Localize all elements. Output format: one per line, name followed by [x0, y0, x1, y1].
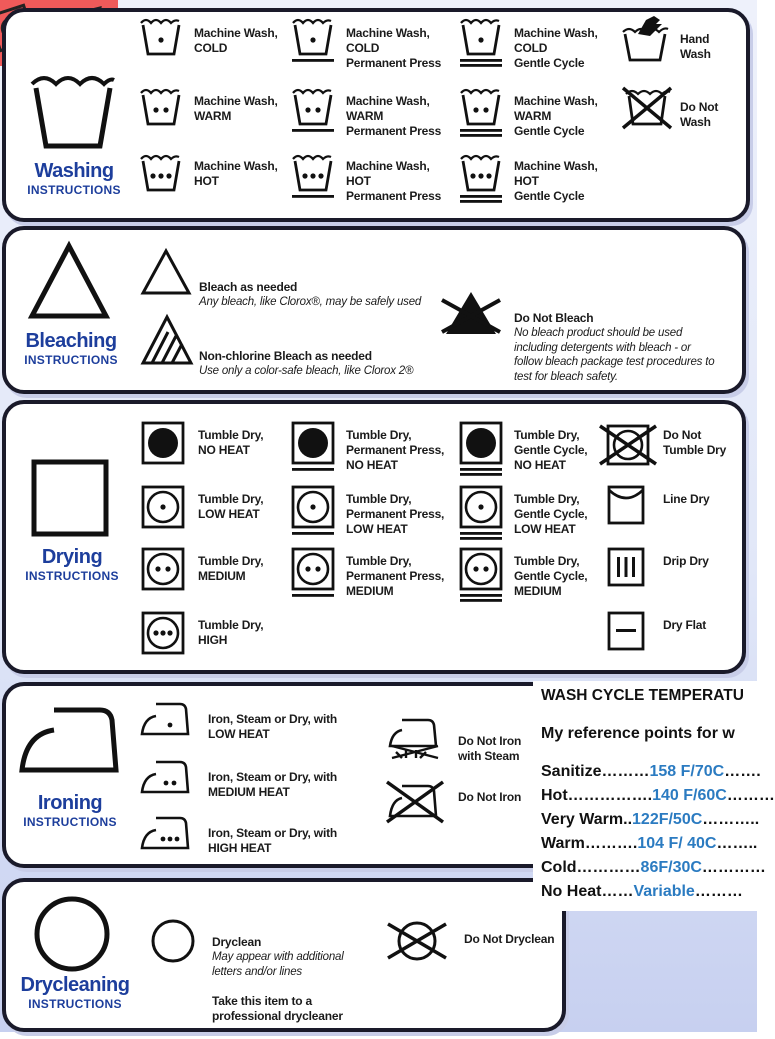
- ironing-subtitle: INSTRUCTIONS: [23, 815, 117, 829]
- ironing-label-4: Do Not Iron: [458, 790, 522, 804]
- drip-dry-icon: [606, 546, 646, 588]
- washing-label-2: Machine Wash, COLD Gentle Cycle: [514, 26, 598, 70]
- temperature-name: Cold…………: [541, 859, 641, 876]
- washing-label-4: Machine Wash, WARM: [194, 94, 278, 123]
- temperature-dots: ………..: [702, 811, 760, 828]
- washing-title-text: Washing: [34, 160, 114, 182]
- do-not-dryclean-label: Do Not Dryclean: [464, 932, 555, 946]
- temperature-dots: ………: [694, 883, 743, 900]
- drying-label-7: Line Dry: [663, 492, 710, 506]
- bleach-as-needed-label: [199, 265, 439, 325]
- machine-wash-icon-0-0: [138, 14, 184, 72]
- bleach-as-needed-title: Bleach as needed: [199, 280, 298, 294]
- washing-label-9: Machine Wash, HOT Permanent Press: [346, 159, 442, 203]
- temperature-dots: ………: [726, 787, 775, 804]
- washtub-icon: [28, 70, 118, 150]
- machine-wash-icon-0-1: [290, 14, 336, 72]
- do-not-bleach-label: [514, 296, 744, 399]
- drying-title-text: Drying: [41, 546, 103, 568]
- machine-wash-icon-2-2: [458, 150, 504, 208]
- tumble-dry-icon-3-0: [140, 610, 186, 670]
- temperature-row: [541, 859, 766, 877]
- temperature-subheading: My reference points for w: [541, 725, 735, 742]
- ironing-title: [14, 792, 126, 830]
- non-chlorine-bleach-label: [199, 334, 459, 394]
- drying-label-13: Dry Flat: [663, 618, 707, 632]
- do-not-iron-icon: [384, 778, 446, 826]
- temperature-dots: ……..: [716, 835, 758, 852]
- washing-label-5: Machine Wash, WARM Permanent Press: [346, 94, 442, 138]
- washing-label-6: Machine Wash, WARM Gentle Cycle: [514, 94, 598, 138]
- washing-subtitle: INSTRUCTIONS: [27, 183, 121, 197]
- temperature-value: 158 F/70C: [649, 763, 725, 780]
- drycleaning-panel: [2, 878, 566, 1032]
- bleaching-panel: [2, 226, 746, 394]
- temperature-row: [541, 787, 775, 805]
- dryclean-icon: [150, 918, 196, 964]
- temperature-heading: WASH CYCLE TEMPERATU: [541, 687, 744, 704]
- washing-label-7: Do Not Wash: [680, 100, 719, 129]
- bleach-triangle-icon: [28, 242, 110, 320]
- drying-label-9: Tumble Dry, Permanent Press, MEDIUM: [346, 554, 445, 598]
- temperature-value: 104 F/ 40C: [637, 835, 717, 852]
- drycleaning-subtitle: INSTRUCTIONS: [28, 997, 122, 1011]
- bleach-as-needed-desc: Any bleach, like Clorox®, may be safely used: [199, 296, 422, 308]
- do-not-iron-steam-icon: [384, 716, 446, 760]
- bleach-as-needed-icon: [140, 248, 192, 296]
- drying-label-12: Tumble Dry, HIGH: [198, 618, 264, 647]
- drying-label-8: Tumble Dry, MEDIUM: [198, 554, 264, 583]
- temperature-value: Variable: [633, 883, 695, 900]
- washing-label-10: Machine Wash, HOT Gentle Cycle: [514, 159, 598, 203]
- wash-temperature-table: [533, 681, 775, 911]
- drying-subtitle: INSTRUCTIONS: [25, 569, 119, 583]
- tumble-dry-icon-2-0: [140, 546, 186, 606]
- temperature-name: Warm……….: [541, 835, 638, 852]
- dry-flat-icon: [606, 610, 646, 652]
- machine-wash-icon-1-2: [458, 84, 504, 142]
- drying-square-icon: [30, 458, 110, 538]
- do-not-dryclean-icon: [384, 918, 450, 964]
- do-not-tumble-dry-icon: [598, 422, 660, 468]
- temperature-name: Very Warm..: [541, 811, 633, 828]
- temperature-value: 122F/50C: [632, 811, 703, 828]
- ironing-title-text: Ironing: [37, 792, 103, 814]
- temperature-row: [541, 811, 759, 829]
- temperature-name: Sanitize………: [541, 763, 650, 780]
- do-not-bleach-icon: [438, 284, 504, 340]
- ironing-label-3: Do Not Iron with Steam: [458, 734, 522, 763]
- tumble-dry-icon-0-1: [290, 420, 336, 480]
- tumble-dry-icon-1-0: [140, 484, 186, 544]
- do-not-bleach-title: Do Not Bleach: [514, 311, 594, 325]
- drycleaning-title-text: Drycleaning: [20, 974, 130, 996]
- ironing-label-2: Iron, Steam or Dry, with HIGH HEAT: [208, 826, 337, 855]
- non-chlorine-bleach-desc: Use only a color-safe bleach, like Clorox 2®: [199, 365, 414, 377]
- drying-title: [16, 546, 128, 584]
- dryclean-label: [212, 920, 382, 1039]
- tumble-dry-icon-2-2: [458, 546, 504, 606]
- drycleaning-title: [10, 974, 140, 1012]
- drying-label-0: Tumble Dry, NO HEAT: [198, 428, 264, 457]
- drying-label-4: Tumble Dry, LOW HEAT: [198, 492, 264, 521]
- machine-wash-icon-2-0: [138, 150, 184, 208]
- drycleaning-circle-icon: [32, 894, 112, 974]
- temperature-value: 140 F/60C: [652, 787, 727, 804]
- machine-wash-icon-1-0: [138, 84, 184, 142]
- drying-label-1: Tumble Dry, Permanent Press, NO HEAT: [346, 428, 445, 472]
- washing-title: [18, 160, 130, 198]
- tumble-dry-icon-0-2: [458, 420, 504, 480]
- washing-label-0: Machine Wash, COLD: [194, 26, 278, 55]
- non-chlorine-bleach-icon: [140, 314, 194, 366]
- dryclean-desc: May appear with additional letters and/or lines: [212, 951, 344, 978]
- temperature-row: [541, 835, 757, 853]
- temperature-name: No Heat……: [541, 883, 634, 900]
- tumble-dry-icon-1-1: [290, 484, 336, 544]
- iron-heat-icon-1: [140, 700, 192, 738]
- washing-label-3: Hand Wash: [680, 32, 711, 61]
- drying-label-5: Tumble Dry, Permanent Press, LOW HEAT: [346, 492, 445, 536]
- tumble-dry-icon-2-1: [290, 546, 336, 606]
- non-chlorine-bleach-title: Non-chlorine Bleach as needed: [199, 349, 372, 363]
- drying-label-3: Do Not Tumble Dry: [663, 428, 727, 457]
- drying-label-10: Tumble Dry, Gentle Cycle, MEDIUM: [514, 554, 588, 598]
- ironing-label-1: Iron, Steam or Dry, with MEDIUM HEAT: [208, 770, 337, 799]
- temperature-row: [541, 763, 761, 781]
- do-not-bleach-desc: No bleach product should be used including detergents with bleach - or follow bleach package test procedures to test for bleach safety.: [514, 327, 715, 383]
- machine-wash-icon-2-1: [290, 150, 336, 208]
- tumble-dry-icon-1-2: [458, 484, 504, 544]
- temperature-dots: …….: [724, 763, 761, 780]
- drying-label-6: Tumble Dry, Gentle Cycle, LOW HEAT: [514, 492, 588, 536]
- bleaching-subtitle: INSTRUCTIONS: [24, 353, 118, 367]
- dryclean-title: Dryclean: [212, 935, 262, 949]
- washing-label-8: Machine Wash, HOT: [194, 159, 278, 188]
- washing-label-1: Machine Wash, COLD Permanent Press: [346, 26, 442, 70]
- drying-label-11: Drip Dry: [663, 554, 709, 568]
- iron-icon: [18, 704, 120, 776]
- ironing-label-0: Iron, Steam or Dry, with LOW HEAT: [208, 712, 337, 741]
- temperature-row: [541, 883, 743, 901]
- temperature-name: Hot…………….: [541, 787, 653, 804]
- bleaching-title: [12, 330, 130, 368]
- dryclean-extra: Take this item to a professional drycleaner: [212, 994, 343, 1023]
- machine-wash-icon-1-1: [290, 84, 336, 142]
- tumble-dry-icon-0-0: [140, 420, 186, 480]
- bleaching-title-text: Bleaching: [25, 330, 117, 352]
- line-dry-icon: [606, 484, 646, 526]
- temperature-dots: …………: [701, 859, 766, 876]
- drying-label-2: Tumble Dry, Gentle Cycle, NO HEAT: [514, 428, 588, 472]
- hand-wash-icon: [620, 14, 670, 64]
- machine-wash-icon-0-2: [458, 14, 504, 72]
- iron-heat-icon-2: [140, 758, 192, 796]
- temperature-value: 86F/30C: [640, 859, 702, 876]
- iron-heat-icon-3: [140, 814, 192, 852]
- do-not-wash-icon: [620, 84, 674, 132]
